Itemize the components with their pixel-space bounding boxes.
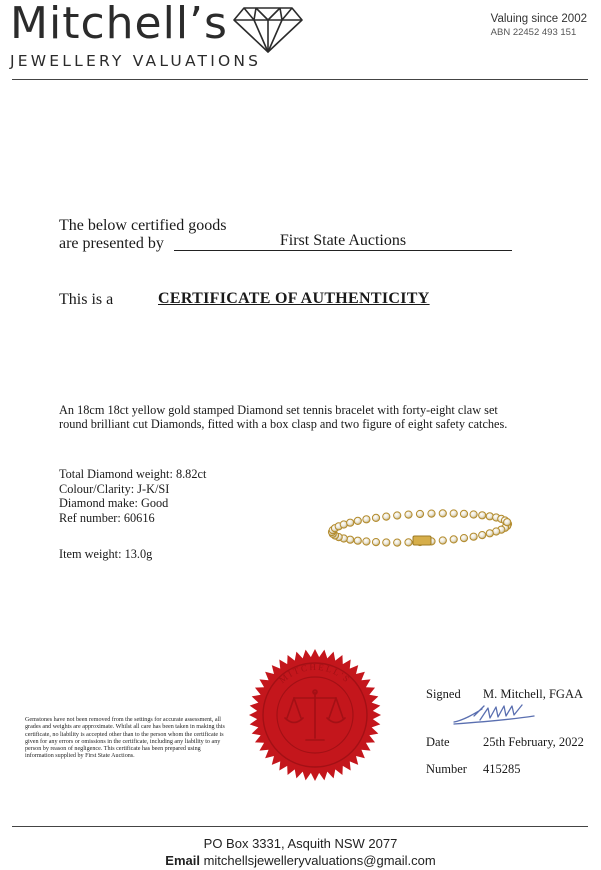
bracelet-stone: [450, 536, 457, 543]
bracelet-stone: [347, 519, 354, 526]
bracelet-clasp: [413, 536, 431, 545]
bracelet-stone: [383, 513, 390, 520]
bracelet-stone: [428, 510, 435, 517]
bracelet-stone: [416, 510, 423, 517]
bracelet-stone: [383, 539, 390, 546]
item-weight: Item weight: 13.0g: [59, 547, 153, 561]
bracelet-stone: [460, 510, 467, 517]
signed-by: M. Mitchell, FGAA: [483, 687, 583, 701]
certificate-prefix: This is a: [59, 291, 114, 308]
bracelet-stone: [479, 532, 486, 539]
brand-subtitle: JEWELLERY VALUATIONS: [10, 52, 262, 70]
bracelet-stone: [405, 511, 412, 518]
date-label: Date: [426, 735, 450, 749]
spec-total-diamond-weight: Total Diamond weight: 8.82ct: [59, 467, 207, 481]
bracelet-stone: [394, 539, 401, 546]
diamond-icon: [232, 4, 304, 54]
bracelet-stone: [363, 516, 370, 523]
date-value: 25th February, 2022: [483, 735, 584, 749]
spec-diamond-make: Diamond make: Good: [59, 496, 169, 510]
number-label: Number: [426, 762, 467, 776]
signed-label: Signed: [426, 687, 461, 701]
certificate-title: CERTIFICATE OF AUTHENTICITY: [158, 290, 430, 307]
bracelet-stone: [504, 519, 511, 526]
brand-name: Mitchell’s: [10, 0, 228, 49]
bracelet-stone: [470, 533, 477, 540]
signature-image: [452, 700, 538, 728]
bracelet-stone: [394, 512, 401, 519]
bracelet-stone: [372, 514, 379, 521]
footer-divider: [12, 826, 588, 827]
specs-list: [59, 467, 206, 525]
presenter-name: First State Auctions: [174, 233, 512, 251]
bracelet-stone: [479, 512, 486, 519]
valuing-since: Valuing since 2002: [490, 13, 587, 25]
bracelet-stone: [363, 538, 370, 545]
header-info: [491, 12, 587, 39]
spec-colour-clarity: Colour/Clarity: J-K/SI: [59, 481, 170, 496]
header-divider: [12, 79, 588, 80]
bracelet-stone: [354, 517, 361, 524]
footer-email-line: [0, 852, 601, 869]
intro-line-2: are presented by: [59, 235, 164, 252]
bracelet-stone: [405, 539, 412, 546]
intro-line-1: The below certified goods: [59, 217, 227, 234]
footer-address: PO Box 3331, Asquith NSW 2077: [203, 836, 398, 851]
bracelet-stone: [460, 535, 467, 542]
bracelet-stone: [439, 510, 446, 517]
bracelet-image: [325, 498, 515, 560]
number-value: 415285: [483, 762, 521, 776]
footer-email-label: Email: [165, 853, 200, 868]
red-seal: [248, 648, 382, 782]
bracelet-stone: [372, 539, 379, 546]
footer-email: mitchellsjewelleryvaluations@gmail.com: [203, 853, 436, 868]
abn-number: ABN 22452 493 151: [490, 27, 577, 38]
bracelet-stone: [354, 537, 361, 544]
footer: [0, 835, 601, 869]
seal-ring-text: MITCHELL'S: [277, 661, 353, 686]
bracelet-stone: [439, 537, 446, 544]
disclaimer-text: Gemstones have not been removed from the settings for accurate assessment, all grades and weights are approximate. Whilst all care has been taken in making this certificate, no liability is accepted other than to the person whom the certificate is given for any errors or omissions in the certificate, including any liability to any person by reason of negligence. This certificate has been prepared using information supplied by First State Auctions.: [25, 717, 225, 760]
bracelet-stone: [486, 530, 493, 537]
bracelet-stone: [470, 511, 477, 518]
spec-ref-number: Ref number: 60616: [59, 510, 155, 525]
item-description: An 18cm 18ct yellow gold stamped Diamond set tennis bracelet with forty-eight claw set round brilliant cut Diamonds, fitted with a box clasp and two figure of eight safety catches.: [59, 403, 508, 431]
bracelet-stone: [450, 510, 457, 517]
